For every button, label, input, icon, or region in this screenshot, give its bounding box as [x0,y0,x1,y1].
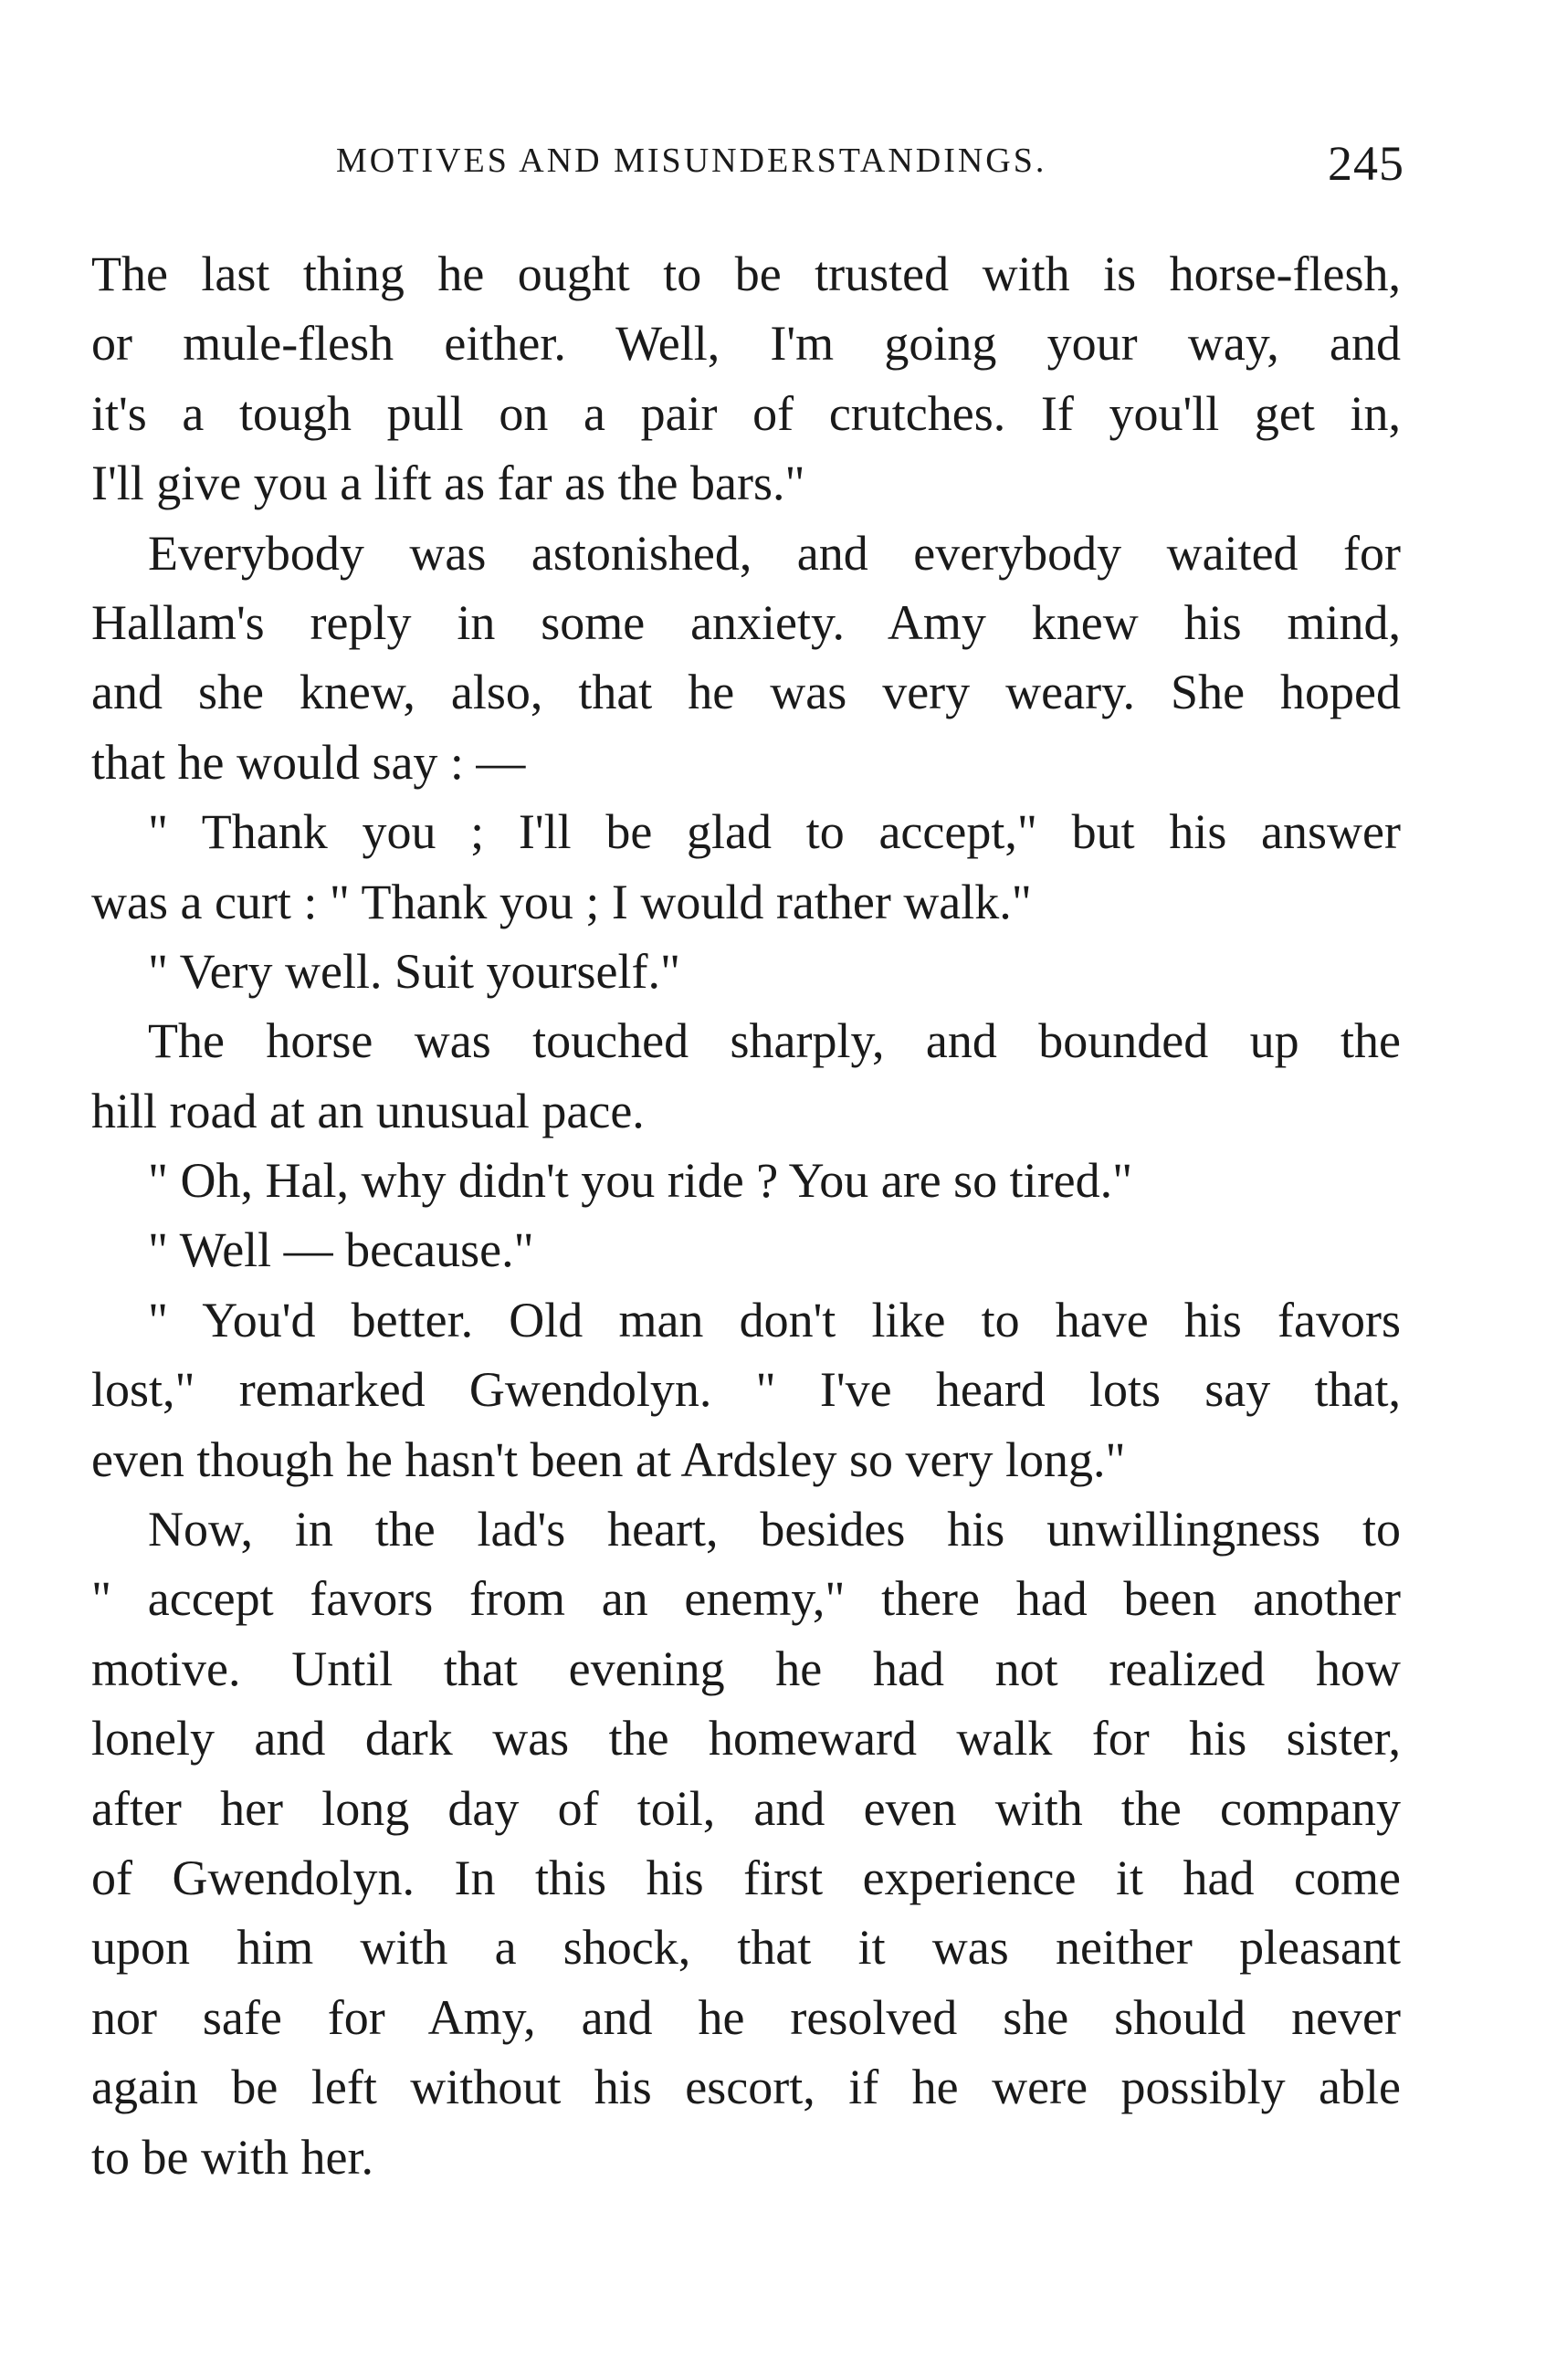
text-line: it's a tough pull on a pair of crutches. If you'll get in, [91,385,1401,441]
text-line: hill road at an unusual pace. [91,1083,645,1138]
text-line: after her long day of toil, and even with the company [91,1780,1401,1836]
text-line: " Very well. Suit yourself." [148,943,681,999]
text-line: nor safe for Amy, and he resolved she should never [91,1989,1401,2045]
text-line: Everybody was astonished, and everybody waited for [148,525,1401,581]
text-line: motive. Until that evening he had not realized how [91,1641,1401,1696]
text-line: " Thank you ; I'll be glad to accept," but his answer [148,804,1401,860]
body-text [91,239,1401,2192]
text-line: upon him with a shock, that it was neither pleasant [91,1920,1401,1976]
text-line: Now, in the lad's heart, besides his unwillingness to [148,1502,1401,1557]
text-line: and she knew, also, that he was very weary. She hoped [91,665,1401,720]
text-line: lonely and dark was the homeward walk for his sister, [91,1711,1401,1767]
text-line: again be left without his escort, if he were possibly able [91,2060,1401,2115]
running-head [91,135,1404,199]
text-line: Hallam's reply in some anxiety. Amy knew his mind, [91,594,1401,650]
text-line: " accept favors from an enemy," there had been another [91,1571,1401,1627]
text-line: lost," remarked Gwendolyn. " I've heard lots say that, [91,1362,1401,1418]
text-line: The last thing he ought to be trusted with is horse-flesh, [91,246,1401,301]
text-line: of Gwendolyn. In this his first experience it had come [91,1850,1401,1905]
text-line: " Oh, Hal, why didn't you ride ? You are so tired." [148,1153,1133,1209]
text-line: I'll give you a lift as far as the bars." [91,456,805,511]
text-line: to be with her. [91,2129,373,2185]
text-line: or mule-flesh either. Well, I'm going your way, and [91,316,1401,372]
text-line: was a curt : " Thank you ; I would rather walk." [91,874,1032,929]
running-title: MOTIVES AND MISUNDERSTANDINGS. [336,142,1047,180]
text-line: " You'd better. Old man don't like to have his favors [148,1292,1401,1347]
page-number: 245 [1328,136,1404,191]
text-line: " Well — because." [148,1222,534,1278]
text-line: even though he hasn't been at Ardsley so very long." [91,1431,1126,1487]
text-line: The horse was touched sharply, and bounded up the [148,1013,1401,1069]
text-line: that he would say : — [91,734,526,790]
